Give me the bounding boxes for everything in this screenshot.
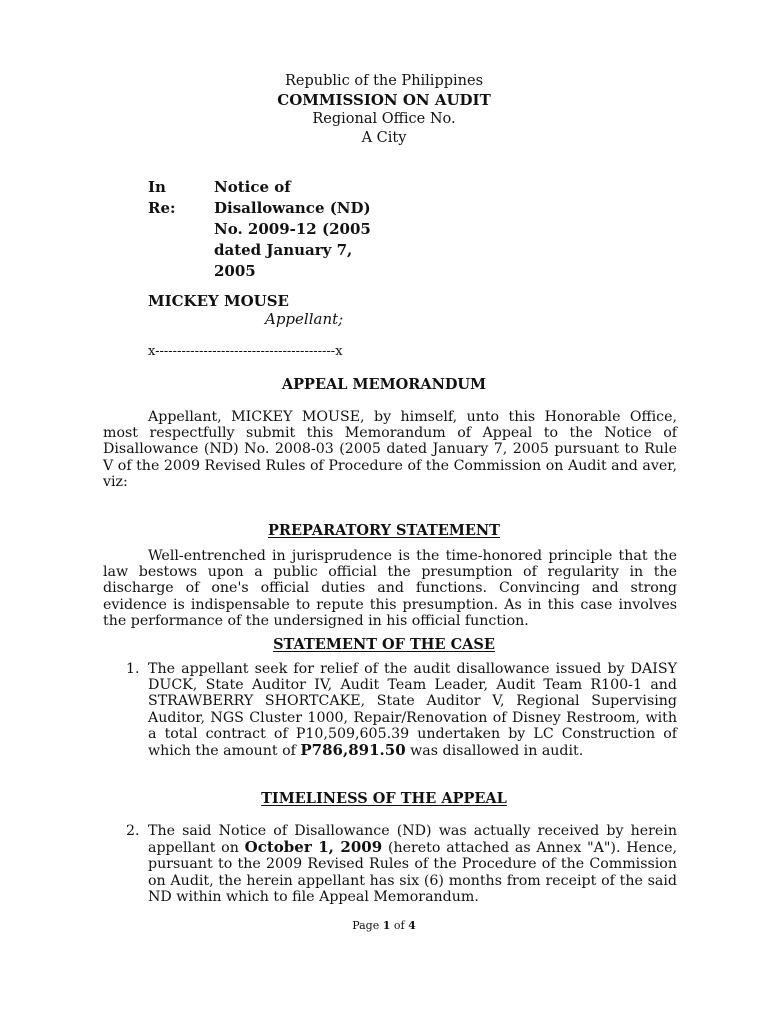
header-agency: COMMISSION ON AUDIT (277, 91, 491, 109)
case-title-text: STATEMENT OF THE CASE (273, 636, 495, 653)
timeliness-item (126, 823, 677, 905)
memo-title: APPEAL MEMORANDUM (281, 376, 487, 393)
case-item-text (148, 661, 677, 759)
in-re-subject: Notice of Disallowance (ND) No. 2009-12 (2005 dated January 7, 2005 (214, 178, 371, 280)
preparatory-paragraph: Well-entrenched in jurisprudence is the time-honored principle that the law bestows upon a public official the presumption of regularity in the discharge of one's official duties and functions. Convincing and strong evidence is indispensable to repute this presumption. As in this case involves the performance of the undersigned in his official function. (103, 548, 677, 629)
intro-paragraph: Appellant, MICKEY MOUSE, by himself, unto this Honorable Office, most respectfully submit this Memorandum of Appeal to the Notice of Disallowance (ND) No. 2008-03 (2005 dated January 7, 2005 pursuant to Rule V of the 2009 Revised Rules of Procedure of the Commission on Audit and aver, viz: (103, 409, 677, 490)
timeliness-title-text: TIMELINESS OF THE APPEAL (261, 790, 507, 807)
section-title-case (0, 636, 768, 653)
case-text-before: The appellant seek for relief of the audit disallowance issued by DAISY DUCK, State Auditor IV, Audit Team Leader, Audit Team R100-1 and STRAWBERRY SHORTCAKE, State Auditor V, Regional Supervising Auditor, NGS Cluster 1000, Repair/Renovation of Disney Restroom, with a total contract of P10,509,605.39 undertaken by LC Construction of which the amount of (148, 661, 677, 760)
case-item (126, 661, 677, 760)
disallowed-amount: P786,891.50 (300, 741, 406, 760)
page-label: Page (352, 919, 380, 932)
timeliness-text-before: The said Notice of Disallowance (ND) was actually received by herein appellant on (148, 823, 677, 857)
page-total: 4 (408, 919, 416, 932)
document-header (0, 72, 768, 148)
header-city: A City (361, 130, 407, 146)
preparatory-title-text: PREPARATORY STATEMENT (268, 522, 500, 539)
timeliness-item-text (148, 823, 677, 905)
timeliness-item-number: 2. (126, 823, 140, 839)
header-republic: Republic of the Philippines (284, 73, 484, 89)
case-item-number: 1. (126, 661, 140, 677)
case-text-after: was disallowed in audit. (410, 743, 584, 760)
separator-line: x-----------------------------------------x (148, 344, 343, 359)
page-of-label: of (393, 919, 405, 932)
page-current: 1 (382, 919, 391, 932)
section-title-timeliness (0, 790, 768, 807)
appellant-name: MICKEY MOUSE (148, 292, 289, 310)
header-office: Regional Office No. (312, 111, 456, 127)
in-re-label: In Re: (148, 178, 176, 217)
section-title-preparatory (0, 522, 768, 539)
appellant-role: Appellant; (265, 310, 344, 328)
receipt-date: October 1, 2009 (244, 838, 383, 857)
page-footer (0, 919, 768, 932)
timeliness-text-after: (hereto attached as Annex "A"). Hence, pursuant to the 2009 Revised Rules of the Procedure of the Commission on Audit, the herein appellant has six (6) months from receipt of the said ND within which to file Appeal Memorandum. (148, 840, 677, 905)
